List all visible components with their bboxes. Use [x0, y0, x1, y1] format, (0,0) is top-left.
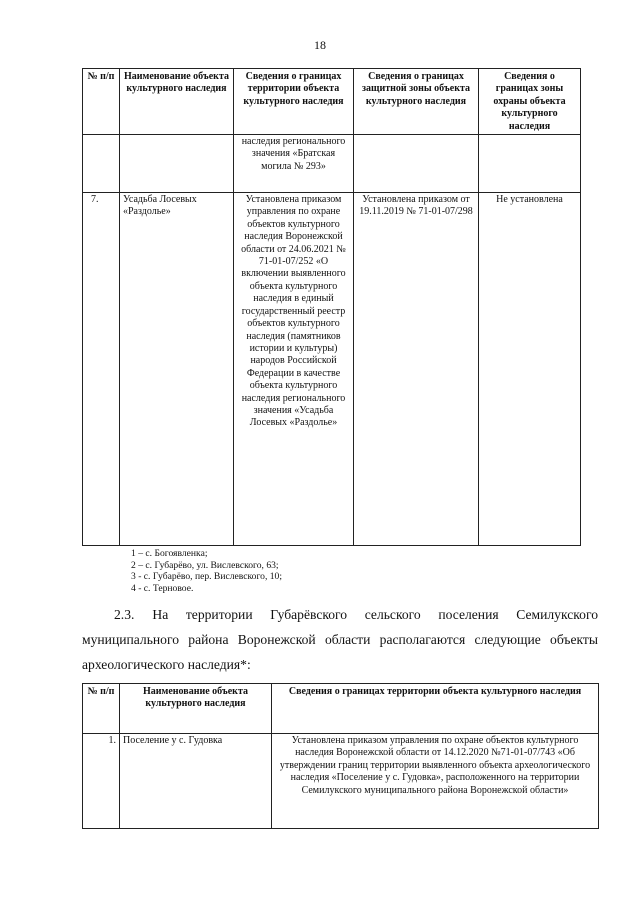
table-row: [83, 734, 599, 829]
cell-num: [83, 135, 120, 193]
cell-protection-zone: [479, 135, 581, 193]
cell-name: Поселение у с. Гудовка: [120, 734, 272, 829]
archaeological-heritage-table: [82, 683, 599, 829]
section-paragraph: [82, 602, 598, 677]
header-territory: Сведения о границах территории объекта культурного наследия: [272, 684, 599, 734]
footnote: 4 - с. Терновое.: [131, 583, 194, 595]
header-name: Наименование объекта культурного наследия: [120, 684, 272, 734]
header-territory: Сведения о границах территории объекта культурного наследия: [234, 69, 354, 135]
cell-protective-zone: Установлена приказом от 19.11.2019 № 71-01-07/298: [354, 193, 479, 546]
cell-territory: Установлена приказом управления по охране объектов культурного наследия Воронежской области от 24.06.2021 № 71-01-07/252 «О включении выявленного объекта культурного наследия в единый государственный реестр объектов культурного наследия (памятников истории и культуры) народов Российской Федерации в качестве объекта культурного наследия регионального значения «Усадьба Лосевых «Раздолье»: [234, 193, 354, 546]
cell-name: [120, 135, 234, 193]
header-name: Наименование объекта культурного наследия: [120, 69, 234, 135]
cell-num: 7.: [83, 193, 120, 546]
cell-territory: Установлена приказом управления по охране объектов культурного наследия Воронежской области от 14.12.2020 №71-01-07/743 «Об утверждении границ территории выявленного объекта археологического наследия «Поселение у с. Гудовка», расположенного на территории Семилукского муниципального района Воронежской области»: [272, 734, 599, 829]
cell-territory: наследия регионального значения «Братская могила № 293»: [234, 135, 354, 193]
header-protection-zone: Сведения о границах зоны охраны объекта культурного наследия: [479, 69, 581, 135]
header-num: № п/п: [83, 684, 120, 734]
header-num: № п/п: [83, 69, 120, 135]
footnote: 3 - с. Губарёво, пер. Вислевского, 10;: [131, 571, 283, 583]
cell-protection-zone: Не установлена: [479, 193, 581, 546]
table-row: [83, 193, 581, 546]
footnote: 1 – с. Богоявленка;: [131, 548, 208, 559]
section-text: На территории Губарёвского сельского поселения Семилукского муниципального района Воронежской области располагаются следующие объекты археологического наследия*:: [82, 607, 598, 672]
footnote: 2 – с. Губарёво, ул. Вислевского, 63;: [131, 559, 279, 571]
heritage-objects-table: [82, 68, 581, 546]
page-number: 18: [314, 38, 326, 52]
cell-num: 1.: [83, 734, 120, 829]
footnotes: [131, 548, 282, 595]
header-protective-zone: Сведения о границах защитной зоны объекта культурного наследия: [354, 69, 479, 135]
cell-name: Усадьба Лосевых «Раздолье»: [120, 193, 234, 546]
cell-protective-zone: [354, 135, 479, 193]
section-number: 2.3.: [114, 607, 135, 622]
table-row: [83, 135, 581, 193]
